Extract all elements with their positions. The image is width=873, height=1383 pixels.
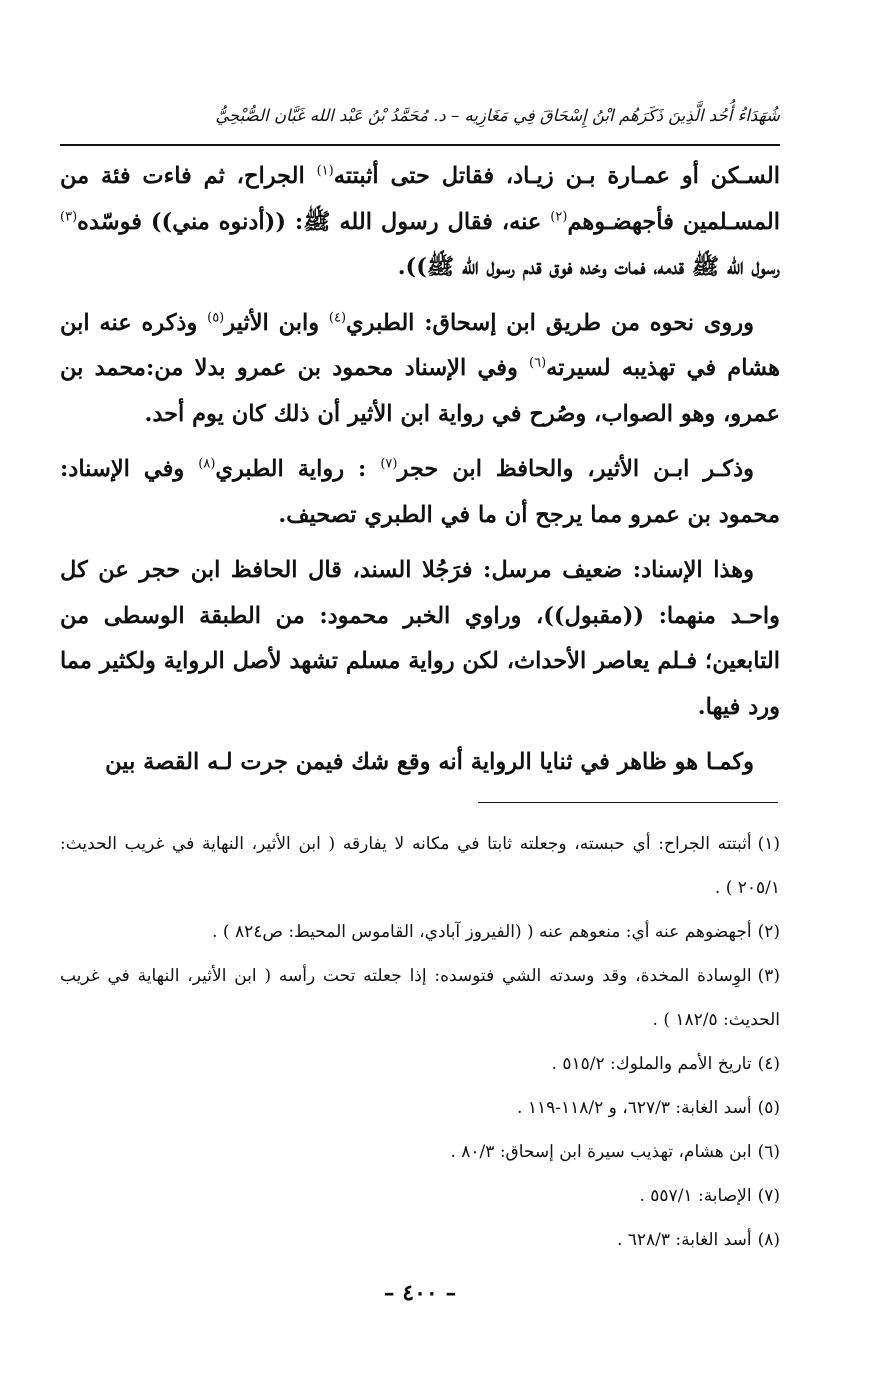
text-run: : رواية الطبري [215, 456, 381, 482]
footnote-text: أثبتته الجراح: أي حبسته، وجعلته ثابتا في مكانه لا يفارقه ( ابن الأثير، النهاية في غريب الحديث: ٢٠٥/١ ) . [60, 834, 780, 898]
footnote-number: (١) [757, 834, 780, 854]
footnote-1 [60, 822, 780, 910]
footnote-number: (٧) [757, 1186, 780, 1206]
footnote-text: الإصابة: ٥٥٧/١ . [639, 1186, 752, 1206]
text-run: وفي الإسناد محمود بن عمرو بدلا من:محمد بن عمرو، وهو الصواب، وصُرح في رواية ابن الأثير أن ذلك كان يوم أحد. [60, 355, 780, 427]
text-run: وروى نحوه من طريق ابن إسحاق: الطبري [346, 309, 755, 336]
footnote-number: (٥) [757, 1098, 780, 1118]
footnote-ref-8[interactable]: (٨) [198, 456, 216, 472]
footnote-ref-7[interactable]: (٧) [380, 456, 398, 472]
footnote-number: (٣) [757, 966, 780, 986]
footnote-2 [60, 910, 780, 954]
footnote-3 [60, 954, 780, 1042]
paragraph-5: وكمـا هو ظاهر في ثنايا الرواية أنه وقع شك فيمن جرت لـه القصة بين [105, 749, 754, 775]
footnote-separator [478, 802, 778, 803]
text-run: وذكره عنه ابن هشام في تهذيبه لسيرته [60, 309, 780, 381]
footnote-text: أسد الغابة: ٦٢٧/٣، و ١١٨/٢-١١٩ . [517, 1098, 752, 1118]
footnote-8 [60, 1218, 780, 1262]
footnotes [60, 822, 780, 1262]
text-run: السـكن أو عمـارة بـن زيـاد، فقاتل حتى أثبتته [333, 163, 780, 189]
text-run: وفي الإسناد: محمود بن عمرو مما يرجح أن ما في الطبري تصحيف. [60, 456, 780, 528]
footnote-4 [60, 1042, 780, 1086]
paragraph-2 [60, 301, 780, 438]
paragraph-1 [60, 154, 780, 291]
footnote-7 [60, 1174, 780, 1218]
page-number: – ٤٠٠ – [383, 1280, 457, 1306]
footnote-text: تاريخ الأمم والملوك: ٥١٥/٢ . [551, 1054, 752, 1074]
book-page [60, 100, 780, 1330]
footnote-ref-2[interactable]: (٢) [550, 209, 568, 224]
text-run: وابن الأثير [224, 309, 329, 336]
footnote-ref-1[interactable]: (١) [316, 163, 334, 179]
text-run: وذكـر ابـن الأثير، والحافظ ابن حجر [397, 456, 754, 482]
footnote-6 [60, 1130, 780, 1174]
text-run: الجراح، ثم فاءت فئة من المسـلمين فأجهضـوهم [60, 163, 780, 235]
text-run: عنه، فقال رسول الله ﷺ: ((أدنوه مني)) فوسّده [77, 208, 551, 235]
paragraph-4: وهذا الإسناد: ضعيف مرسل: فرَجُلا السند، قال الحافظ ابن حجر عن كل واحـد منهما: ((مقبول))، وراوي الخبر محمود: من الطبقة الوسطى من التابعين؛ فـلم يعاصر الأحداث، لكن رواية مسلم تشهد لأصل الرواية ولكثير مما ورد فيها. [60, 557, 780, 720]
text-run: رسول الله ﷺ قدمه، فمات وخده فوق قدم رسول الله ﷺ)). [397, 254, 780, 280]
footnote-number: (٦) [757, 1142, 780, 1162]
main-text [60, 154, 780, 796]
paragraph-3 [60, 447, 780, 538]
footnote-number: (٢) [757, 922, 780, 942]
footnote-text: ابن هشام، تهذيب سيرة ابن إسحاق: ٨٠/٣ . [450, 1142, 752, 1162]
footnote-text: أجهضوهم عنه أي: منعوهم عنه ( (الفيروز آبادي، القاموس المحيط: ص٨٢٤ ) . [212, 922, 752, 942]
footnote-ref-6[interactable]: (٦) [529, 355, 547, 371]
footnote-number: (٨) [757, 1230, 780, 1250]
running-header: شُهَدَاءُ أُحُد الَّذِينَ ذَكَرَهُم ابْنُ إِسْحَاقَ فِي مَغَازِيه – د. مُحَمَّدُ بْنُ عَبْد الله غَبَّان الصُّبْحِيُّ [215, 106, 780, 125]
footnote-ref-4[interactable]: (٤) [328, 310, 347, 325]
header-rule [60, 144, 780, 146]
footnote-ref-5[interactable]: (٥) [207, 310, 225, 325]
footnote-number: (٤) [757, 1054, 780, 1074]
footnote-ref-3[interactable]: (٣) [60, 209, 78, 224]
footnote-text: الوِسادة المخدة، وقد وسدته الشي فتوسده: إذا جعلته تحت رأسه ( ابن الأثير، النهاية في غريب الحديث: ١٨٢/٥ ) . [60, 966, 780, 1030]
footnote-text: أسد الغابة: ٦٢٨/٣ . [616, 1230, 752, 1250]
footnote-5 [60, 1086, 780, 1130]
